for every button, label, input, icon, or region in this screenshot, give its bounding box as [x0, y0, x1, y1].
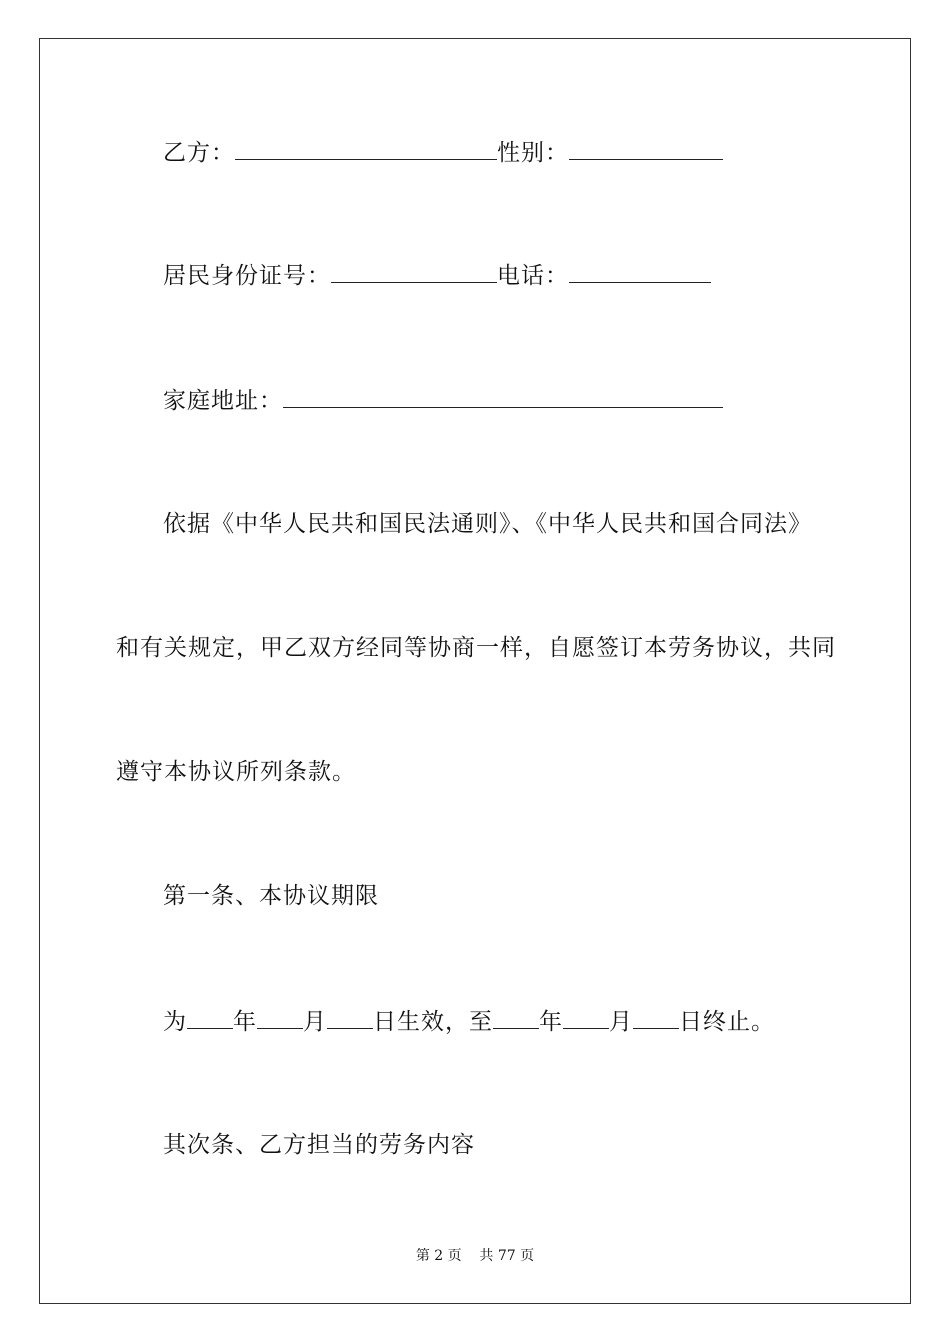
effective-label: 日生效，至	[373, 1009, 493, 1035]
end-year-blank[interactable]	[493, 1006, 539, 1029]
end-day-blank[interactable]	[633, 1006, 679, 1029]
phone-blank[interactable]	[569, 260, 711, 283]
party-b-blank[interactable]	[235, 137, 497, 160]
id-number-blank[interactable]	[331, 260, 497, 283]
term-line	[163, 1006, 775, 1037]
page-footer: 第 2 页 共 77 页	[415, 1248, 535, 1264]
year-label: 年	[233, 1009, 257, 1035]
year-label-2: 年	[539, 1009, 563, 1035]
term-prefix: 为	[163, 1009, 187, 1035]
page-frame	[39, 38, 911, 1304]
gender-blank[interactable]	[569, 137, 723, 160]
start-month-blank[interactable]	[257, 1006, 303, 1029]
intro-line-1: 依据《中华人民共和国民法通则》、《中华人民共和国合同法》	[163, 511, 812, 537]
id-number-label: 居民身份证号：	[163, 263, 331, 289]
id-phone-line	[163, 260, 711, 291]
gender-label: 性别：	[497, 140, 569, 166]
month-label: 月	[303, 1009, 327, 1035]
article-1-title: 第一条、本协议期限	[163, 883, 379, 909]
start-day-blank[interactable]	[327, 1006, 373, 1029]
party-b-label: 乙方：	[163, 140, 235, 166]
intro-line-2: 和有关规定，甲乙双方经同等协商一样，自愿签订本劳务协议，共同	[116, 635, 836, 661]
article-2-title: 其次条、乙方担当的劳务内容	[163, 1132, 475, 1158]
end-month-blank[interactable]	[563, 1006, 609, 1029]
party-b-line	[163, 137, 723, 168]
month-label-2: 月	[609, 1009, 633, 1035]
address-blank[interactable]	[283, 385, 723, 408]
address-line	[163, 385, 723, 416]
phone-label: 电话：	[497, 263, 569, 289]
address-label: 家庭地址：	[163, 388, 283, 414]
end-label: 日终止。	[679, 1009, 775, 1035]
start-year-blank[interactable]	[187, 1006, 233, 1029]
intro-line-3: 遵守本协议所列条款。	[116, 759, 356, 785]
